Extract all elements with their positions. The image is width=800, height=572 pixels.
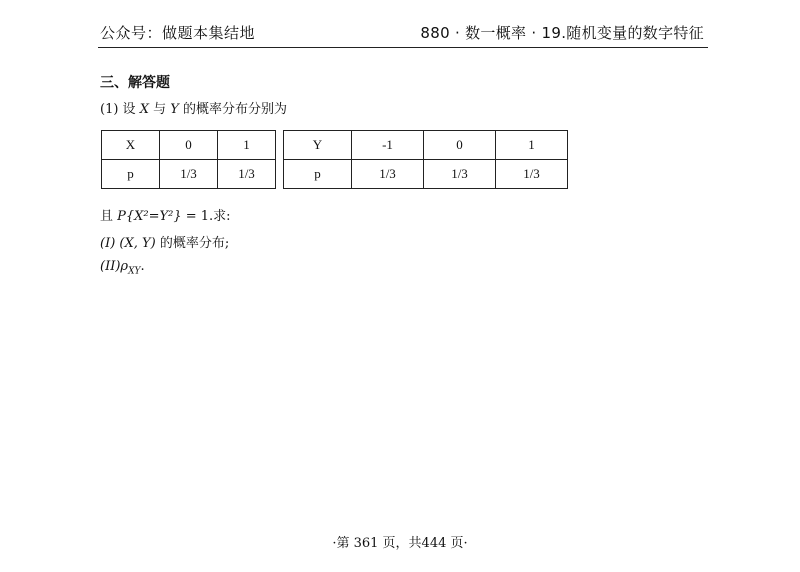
distribution-table-x <box>101 130 276 189</box>
part2-label: (II) <box>100 259 121 274</box>
table-y-cell: 1/3 <box>496 160 568 189</box>
table-y-cell: 0 <box>424 131 496 160</box>
problem-condition <box>100 205 231 224</box>
table-y-cell: p <box>284 160 352 189</box>
table-y-cell: 1 <box>496 131 568 160</box>
problem-part-1 <box>100 232 229 251</box>
problem-part-2 <box>100 259 145 277</box>
table-y-cell: Y <box>284 131 352 160</box>
part1-text: 的概率分布; <box>159 236 230 251</box>
table-x-cell: 1/3 <box>160 160 218 189</box>
table-x-cell: X <box>102 131 160 160</box>
table-x-prob-row <box>102 160 276 189</box>
part2-end: . <box>140 259 145 274</box>
intro-prefix: (1) 设 <box>100 102 136 117</box>
condition-suffix: = 1.求: <box>185 209 231 224</box>
condition-prefix: 且 <box>100 209 114 224</box>
table-x-cell: p <box>102 160 160 189</box>
intro-and: 与 <box>153 102 167 117</box>
table-y-cell: 1/3 <box>352 160 424 189</box>
table-x-header-row <box>102 131 276 160</box>
intro-var-x: X <box>139 102 149 117</box>
condition-math: P{X²=Y²} <box>117 209 182 224</box>
table-x-cell: 0 <box>160 131 218 160</box>
header-chapter: 880 · 数一概率 · 19.随机变量的数字特征 <box>420 24 704 42</box>
part2-math: ρ <box>120 259 129 274</box>
table-y-prob-row <box>284 160 568 189</box>
header-source: 公众号：做题本集结地 <box>100 24 256 42</box>
table-y-cell: -1 <box>352 131 424 160</box>
table-y-header-row <box>284 131 568 160</box>
table-x-cell: 1 <box>218 131 276 160</box>
part1-label: (I) <box>100 236 116 251</box>
intro-var-y: Y <box>170 102 179 117</box>
part1-math: (X, Y) <box>119 236 156 251</box>
distribution-table-y <box>283 130 568 189</box>
problem-intro <box>100 98 287 117</box>
section-title: 三、解答题 <box>100 75 170 91</box>
part2-subscript: XY <box>128 266 141 277</box>
table-y-cell: 1/3 <box>424 160 496 189</box>
header-divider <box>98 47 708 48</box>
page-footer: ·第 361 页，共444 页· <box>332 536 468 551</box>
table-x-cell: 1/3 <box>218 160 276 189</box>
intro-suffix: 的概率分布分别为 <box>183 102 288 117</box>
